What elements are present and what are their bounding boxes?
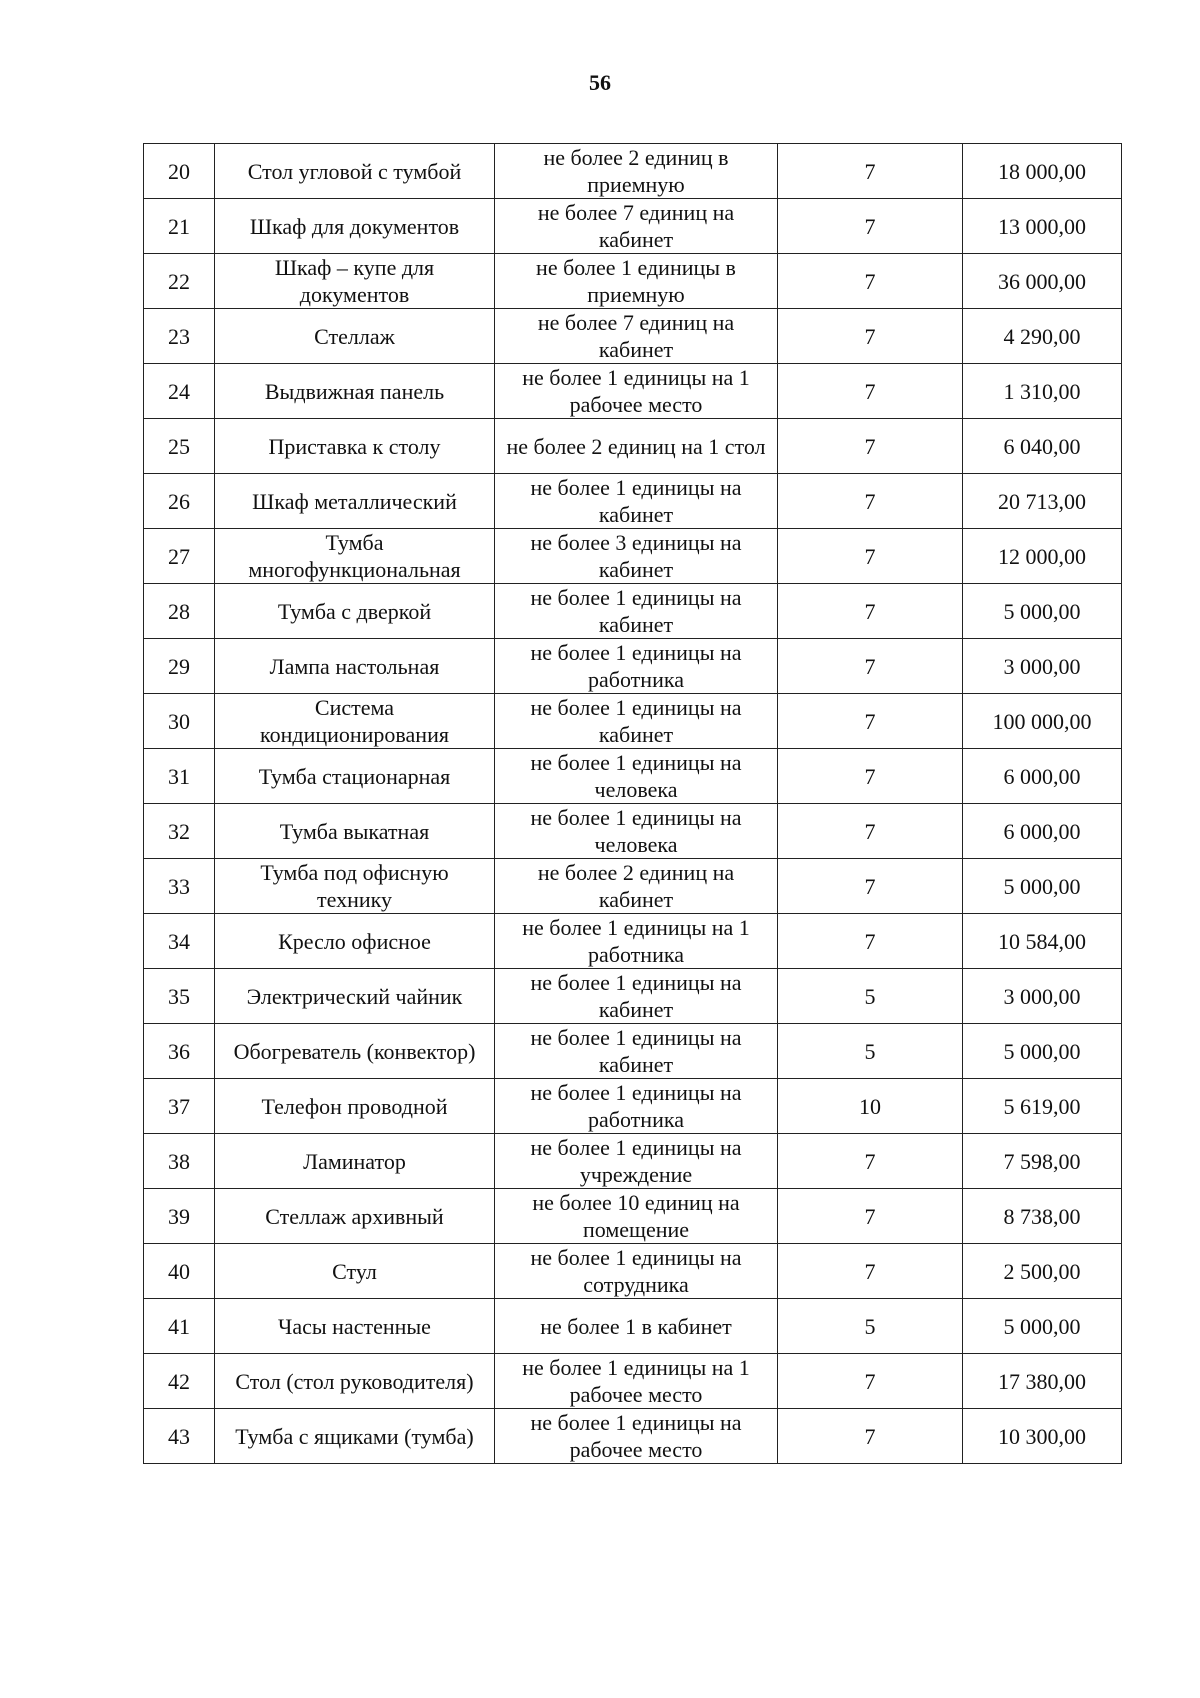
item-name: Стул <box>215 1244 495 1299</box>
item-name: Электрический чайник <box>215 969 495 1024</box>
item-name: Тумба стационарная <box>215 749 495 804</box>
table-row <box>144 639 1122 694</box>
item-price: 2 500,00 <box>963 1244 1122 1299</box>
item-norm: не более 1 единицы на человека <box>495 804 778 859</box>
row-number: 37 <box>144 1079 215 1134</box>
item-norm: не более 1 единицы на сотрудника <box>495 1244 778 1299</box>
item-term: 7 <box>778 1354 963 1409</box>
item-name: Стеллаж <box>215 309 495 364</box>
item-price: 4 290,00 <box>963 309 1122 364</box>
item-price: 12 000,00 <box>963 529 1122 584</box>
item-price: 5 000,00 <box>963 1024 1122 1079</box>
table-row <box>144 804 1122 859</box>
item-term: 7 <box>778 1134 963 1189</box>
table-row <box>144 1024 1122 1079</box>
table-row <box>144 364 1122 419</box>
item-term: 7 <box>778 419 963 474</box>
row-number: 26 <box>144 474 215 529</box>
table-row <box>144 1409 1122 1464</box>
item-term: 7 <box>778 859 963 914</box>
item-name: Тумба с дверкой <box>215 584 495 639</box>
item-norm: не более 1 единицы на работника <box>495 639 778 694</box>
item-price: 100 000,00 <box>963 694 1122 749</box>
item-term: 7 <box>778 309 963 364</box>
item-term: 7 <box>778 254 963 309</box>
table-row <box>144 1079 1122 1134</box>
row-number: 42 <box>144 1354 215 1409</box>
table-row <box>144 419 1122 474</box>
table-row <box>144 1134 1122 1189</box>
row-number: 23 <box>144 309 215 364</box>
item-term: 7 <box>778 804 963 859</box>
item-norm: не более 3 единицы на кабинет <box>495 529 778 584</box>
item-name: Тумба выкатная <box>215 804 495 859</box>
row-number: 36 <box>144 1024 215 1079</box>
item-name: Стол (стол руководителя) <box>215 1354 495 1409</box>
row-number: 20 <box>144 144 215 199</box>
table-row <box>144 1244 1122 1299</box>
item-norm: не более 1 единицы на работника <box>495 1079 778 1134</box>
item-term: 7 <box>778 584 963 639</box>
row-number: 33 <box>144 859 215 914</box>
page-number: 56 <box>589 70 611 95</box>
item-norm: не более 1 единицы на кабинет <box>495 584 778 639</box>
table-row <box>144 914 1122 969</box>
item-name: Шкаф для документов <box>215 199 495 254</box>
item-name: Стеллаж архивный <box>215 1189 495 1244</box>
item-term: 7 <box>778 144 963 199</box>
item-term: 7 <box>778 1409 963 1464</box>
item-norm: не более 1 единицы на учреждение <box>495 1134 778 1189</box>
item-price: 10 584,00 <box>963 914 1122 969</box>
item-term: 7 <box>778 199 963 254</box>
item-norm: не более 7 единиц на кабинет <box>495 309 778 364</box>
item-name: Шкаф – купе для документов <box>215 254 495 309</box>
item-price: 8 738,00 <box>963 1189 1122 1244</box>
item-norm: не более 1 единицы на кабинет <box>495 969 778 1024</box>
item-term: 7 <box>778 474 963 529</box>
item-norm: не более 7 единиц на кабинет <box>495 199 778 254</box>
row-number: 24 <box>144 364 215 419</box>
table-row <box>144 584 1122 639</box>
item-price: 6 000,00 <box>963 749 1122 804</box>
item-norm: не более 2 единиц на 1 стол <box>495 419 778 474</box>
item-norm: не более 1 единицы на 1 работника <box>495 914 778 969</box>
item-norm: не более 1 единицы в приемную <box>495 254 778 309</box>
item-term: 5 <box>778 1299 963 1354</box>
table-row <box>144 254 1122 309</box>
item-norm: не более 10 единиц на помещение <box>495 1189 778 1244</box>
item-name: Тумба под офисную технику <box>215 859 495 914</box>
row-number: 41 <box>144 1299 215 1354</box>
item-term: 7 <box>778 639 963 694</box>
item-price: 5 000,00 <box>963 859 1122 914</box>
item-norm: не более 1 единицы на кабинет <box>495 694 778 749</box>
item-term: 7 <box>778 694 963 749</box>
item-price: 3 000,00 <box>963 969 1122 1024</box>
table-row <box>144 474 1122 529</box>
row-number: 27 <box>144 529 215 584</box>
item-term: 7 <box>778 1244 963 1299</box>
item-name: Выдвижная панель <box>215 364 495 419</box>
item-price: 6 000,00 <box>963 804 1122 859</box>
item-name: Часы настенные <box>215 1299 495 1354</box>
item-norm: не более 1 единицы на рабочее место <box>495 1409 778 1464</box>
item-term: 7 <box>778 749 963 804</box>
item-price: 20 713,00 <box>963 474 1122 529</box>
item-term: 10 <box>778 1079 963 1134</box>
item-norm: не более 1 единицы на кабинет <box>495 474 778 529</box>
table-body <box>144 144 1122 1464</box>
item-price: 17 380,00 <box>963 1354 1122 1409</box>
table-row <box>144 529 1122 584</box>
item-term: 5 <box>778 969 963 1024</box>
item-norm: не более 1 единицы на человека <box>495 749 778 804</box>
item-term: 7 <box>778 529 963 584</box>
table-row <box>144 694 1122 749</box>
row-number: 43 <box>144 1409 215 1464</box>
table-row <box>144 309 1122 364</box>
row-number: 29 <box>144 639 215 694</box>
item-term: 5 <box>778 1024 963 1079</box>
item-norm: не более 2 единиц в приемную <box>495 144 778 199</box>
item-price: 5 000,00 <box>963 584 1122 639</box>
table-row <box>144 749 1122 804</box>
item-name: Тумба многофункциональная <box>215 529 495 584</box>
item-name: Тумба с ящиками (тумба) <box>215 1409 495 1464</box>
item-price: 5 000,00 <box>963 1299 1122 1354</box>
table-row <box>144 1189 1122 1244</box>
item-price: 7 598,00 <box>963 1134 1122 1189</box>
item-price: 10 300,00 <box>963 1409 1122 1464</box>
row-number: 28 <box>144 584 215 639</box>
item-norm: не более 1 единицы на 1 рабочее место <box>495 1354 778 1409</box>
row-number: 32 <box>144 804 215 859</box>
item-name: Лампа настольная <box>215 639 495 694</box>
row-number: 39 <box>144 1189 215 1244</box>
item-name: Ламинатор <box>215 1134 495 1189</box>
row-number: 35 <box>144 969 215 1024</box>
item-term: 7 <box>778 364 963 419</box>
item-price: 13 000,00 <box>963 199 1122 254</box>
item-term: 7 <box>778 1189 963 1244</box>
row-number: 38 <box>144 1134 215 1189</box>
item-term: 7 <box>778 914 963 969</box>
item-norm: не более 1 единицы на кабинет <box>495 1024 778 1079</box>
table-row <box>144 969 1122 1024</box>
table-row <box>144 144 1122 199</box>
item-name: Приставка к столу <box>215 419 495 474</box>
row-number: 30 <box>144 694 215 749</box>
norms-table <box>143 143 1122 1464</box>
item-name: Обогреватель (конвектор) <box>215 1024 495 1079</box>
item-name: Стол угловой с тумбой <box>215 144 495 199</box>
table-row <box>144 1354 1122 1409</box>
item-name: Кресло офисное <box>215 914 495 969</box>
item-price: 1 310,00 <box>963 364 1122 419</box>
row-number: 34 <box>144 914 215 969</box>
table-row <box>144 1299 1122 1354</box>
item-price: 18 000,00 <box>963 144 1122 199</box>
row-number: 25 <box>144 419 215 474</box>
table-row <box>144 199 1122 254</box>
item-name: Шкаф металлический <box>215 474 495 529</box>
row-number: 40 <box>144 1244 215 1299</box>
item-price: 6 040,00 <box>963 419 1122 474</box>
item-norm: не более 2 единиц на кабинет <box>495 859 778 914</box>
item-norm: не более 1 в кабинет <box>495 1299 778 1354</box>
item-price: 36 000,00 <box>963 254 1122 309</box>
row-number: 22 <box>144 254 215 309</box>
item-name: Система кондиционирования <box>215 694 495 749</box>
row-number: 31 <box>144 749 215 804</box>
row-number: 21 <box>144 199 215 254</box>
table-row <box>144 859 1122 914</box>
item-price: 3 000,00 <box>963 639 1122 694</box>
item-price: 5 619,00 <box>963 1079 1122 1134</box>
item-norm: не более 1 единицы на 1 рабочее место <box>495 364 778 419</box>
item-name: Телефон проводной <box>215 1079 495 1134</box>
